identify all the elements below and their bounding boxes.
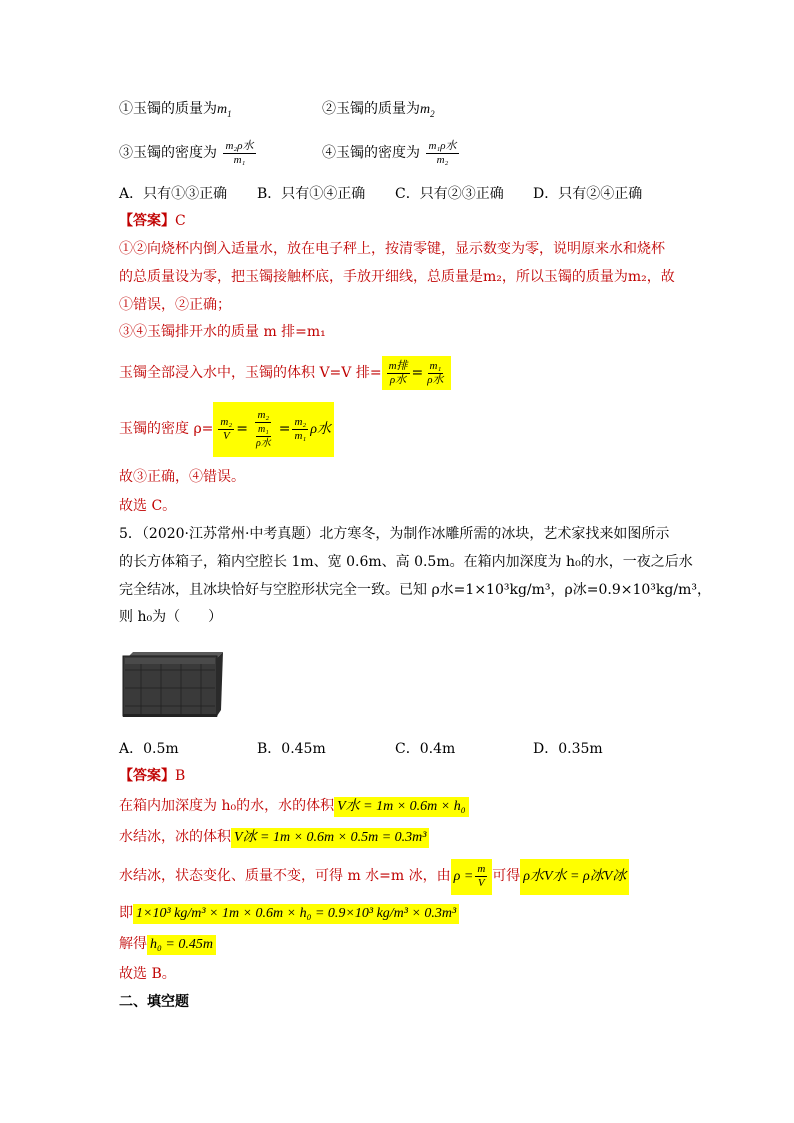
prev-explanation-3: ①错误，②正确； [119,297,231,313]
q5-solution-5: 解得 h₀ = 0.45m [119,934,216,955]
q5-stem-3: 完全结冰，且冰块恰好与空腔形状完全一致。已知 ρ水=1×10³kg/m³，ρ冰=0.9×10³kg/m³， [119,582,711,598]
q5-stem-2: 的长方体箱子，箱内空腔长 1m、宽 0.6m、高 0.5m。在箱内加深度为 h₀的水，一夜之后水 [119,554,693,570]
item-2: ②玉镯的质量为$m_2$ [322,101,435,119]
q5-options [119,739,603,759]
q5-solution-4: 即 1×10³ kg/m³ × 1m × 0.6m × h₀ = 0.9×10³ kg/m³ × 0.3m³ [119,903,459,924]
option-c: C．0.4m [395,741,456,757]
item-1: ①玉镯的质量为$m_1$ [119,101,232,119]
option-d: D．只有②④正确 [533,186,643,202]
option-b: B．只有①④正确 [257,186,366,202]
prev-options [119,184,642,204]
option-c: C．只有②③正确 [395,186,504,202]
option-a: A．0.5m [119,741,179,757]
option-b: B．0.45m [257,741,326,757]
q5-solution-3: 水结冰，状态变化、质量不变，可得 m 水=m 冰，由 ρ = $\frac{m}{V}$ 可得 ρ水V水 = ρ冰V冰 [119,858,629,895]
q5-stem-1: 5．（2020·江苏常州·中考真题）北方寒冬，为制作冰雕所需的冰块，艺术家找来如图所示 [119,526,670,542]
prev-explanation-5: 玉镯全部浸入水中，玉镯的体积 V=V 排= $\frac{\text{m排}}{\text{ρ水}}$ = $\frac{\text{m₁}}{\text{ρ水}}$ [119,356,451,390]
q5-solution-1: 在箱内加深度为 h₀的水，水的体积 V水 = 1m × 0.6m × h₀ [119,796,469,817]
q5-stem-4: 则 h₀为（ ） [119,609,223,625]
prev-explanation-8: 故选 C。 [119,498,177,514]
item-3: ③玉镯的密度为 $\frac{\text{m₂ρ水}}{\text{m₁}}$ [119,139,254,166]
storage-crate-image [121,648,223,720]
q5-solution-6: 故选 B。 [119,966,176,982]
prev-explanation-1: ①②向烧杯内倒入适量水，放在电子秤上，按清零键，显示数变为零，说明原来水和烧杯 [119,241,665,257]
q5-answer: 【答案】B [119,768,186,784]
prev-explanation-6: 玉镯的密度 ρ= $\frac{\text{m₂}}{V}$ = $\frac{\text{m₂}}{\frac{\text{m₁}}{\text{ρ水}}}$ = $\frac{\text{m₂}}{\text{m₁}}$ ρ水 [119,402,334,457]
section-heading: 二、填空题 [119,994,189,1010]
option-d: D．0.35m [533,741,603,757]
item-4: ④玉镯的密度为 $\frac{\text{m₁ρ水}}{\text{m₂}}$ [322,139,457,166]
prev-answer: 【答案】C [119,213,186,229]
q5-solution-2: 水结冰，冰的体积 V冰 = 1m × 0.6m × 0.5m = 0.3m³ [119,827,429,848]
option-a: A．只有①③正确 [119,186,228,202]
prev-explanation-4: ③④玉镯排开水的质量 m 排=m₁ [119,324,326,340]
prev-explanation-7: 故③正确，④错误。 [119,469,245,485]
prev-explanation-2: 的总质量设为零，把玉镯接触杯底，手放开细线，总质量是m₂，所以玉镯的质量为m₂，故 [119,269,675,285]
